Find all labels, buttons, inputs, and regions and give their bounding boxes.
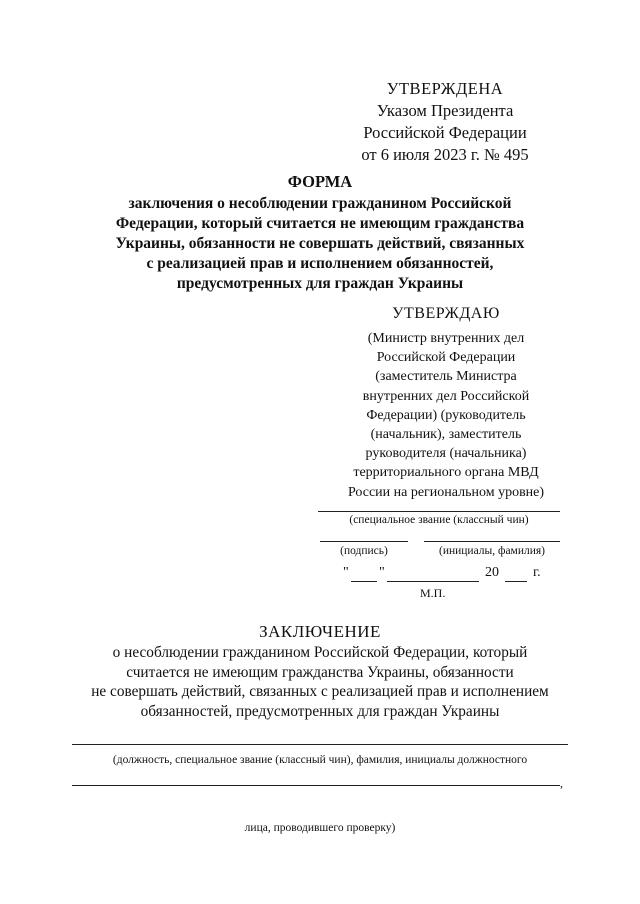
trailing-comma: ,: [560, 776, 563, 790]
year-blank-line: [505, 581, 527, 582]
seal-mark: М.П.: [420, 586, 446, 600]
approved-heading: УТВЕРЖДЕНА: [386, 79, 504, 98]
approve-authority: [326, 329, 566, 502]
conclusion-line: считается не имеющим гражданства Украины, обязанности: [126, 663, 514, 681]
approve-line: внутренних дел Российской: [362, 388, 530, 404]
date-quote-close: ": [379, 565, 385, 580]
approve-line: руководителя (начальника): [365, 446, 527, 462]
official-caption-1: (должность, специальное звание (классный чин), фамилия, инициалы должностного: [112, 754, 528, 766]
signature-blank-line: [320, 541, 408, 542]
rank-blank-line: [318, 511, 560, 512]
date-year-prefix: 20: [485, 565, 499, 580]
date-quote-open: ": [343, 565, 349, 580]
approved-date-line: от 6 июля 2023 г. № 495: [361, 145, 529, 164]
approve-line: (заместитель Министра: [375, 369, 517, 385]
approve-line: (Министр внутренних дел: [367, 331, 525, 346]
official-blank-line-2: [72, 785, 560, 786]
name-blank-line: [424, 541, 560, 542]
approved-block: [340, 78, 550, 166]
form-title-line: с реализацией прав и исполнением обязанностей,: [146, 255, 494, 272]
signature-caption: (подпись): [340, 545, 388, 557]
form-title-line: предусмотренных для граждан Украины: [176, 275, 464, 292]
date-year-suffix: г.: [533, 565, 541, 580]
form-title-line: Украины, обязанности не совершать действий, связанных: [115, 235, 525, 252]
form-heading: ФОРМА: [287, 172, 353, 191]
form-title-line: Федерации, который считается не имеющим гражданства: [115, 215, 525, 232]
conclusion-title: ЗАКЛЮЧЕНИЕ: [259, 622, 381, 641]
conclusion-line: обязанностей, предусмотренных для граждан Украины: [140, 702, 500, 720]
approve-heading: УТВЕРЖДАЮ: [392, 305, 500, 322]
form-title: [80, 172, 560, 294]
conclusion-line: о несоблюдении гражданином Российской Федерации, который: [112, 644, 528, 661]
conclusion-subtitle: [60, 643, 580, 721]
day-blank-line: [351, 581, 377, 582]
official-blank-line-1: [72, 744, 568, 745]
conclusion-line: не совершать действий, связанных с реализацией прав и исполнением: [91, 683, 549, 700]
approve-line: России на региональном уровне): [347, 484, 545, 500]
official-caption-2: лица, проводившего проверку): [244, 822, 396, 834]
approved-country-line: Российской Федерации: [363, 123, 527, 142]
month-blank-line: [387, 581, 479, 582]
approve-line: Российской Федерации: [376, 350, 516, 366]
approve-line: Федерации) (руководитель: [366, 407, 526, 423]
rank-caption: (специальное звание (классный чин): [349, 514, 529, 526]
approve-line: (начальник), заместитель: [370, 427, 522, 443]
date-row: [343, 565, 563, 585]
form-title-line: заключения о несоблюдении гражданином Российской: [128, 195, 512, 212]
approved-by-line: Указом Президента: [376, 101, 514, 120]
approve-line: территориального органа МВД: [353, 465, 539, 481]
name-caption: (инициалы, фамилия): [438, 545, 546, 557]
